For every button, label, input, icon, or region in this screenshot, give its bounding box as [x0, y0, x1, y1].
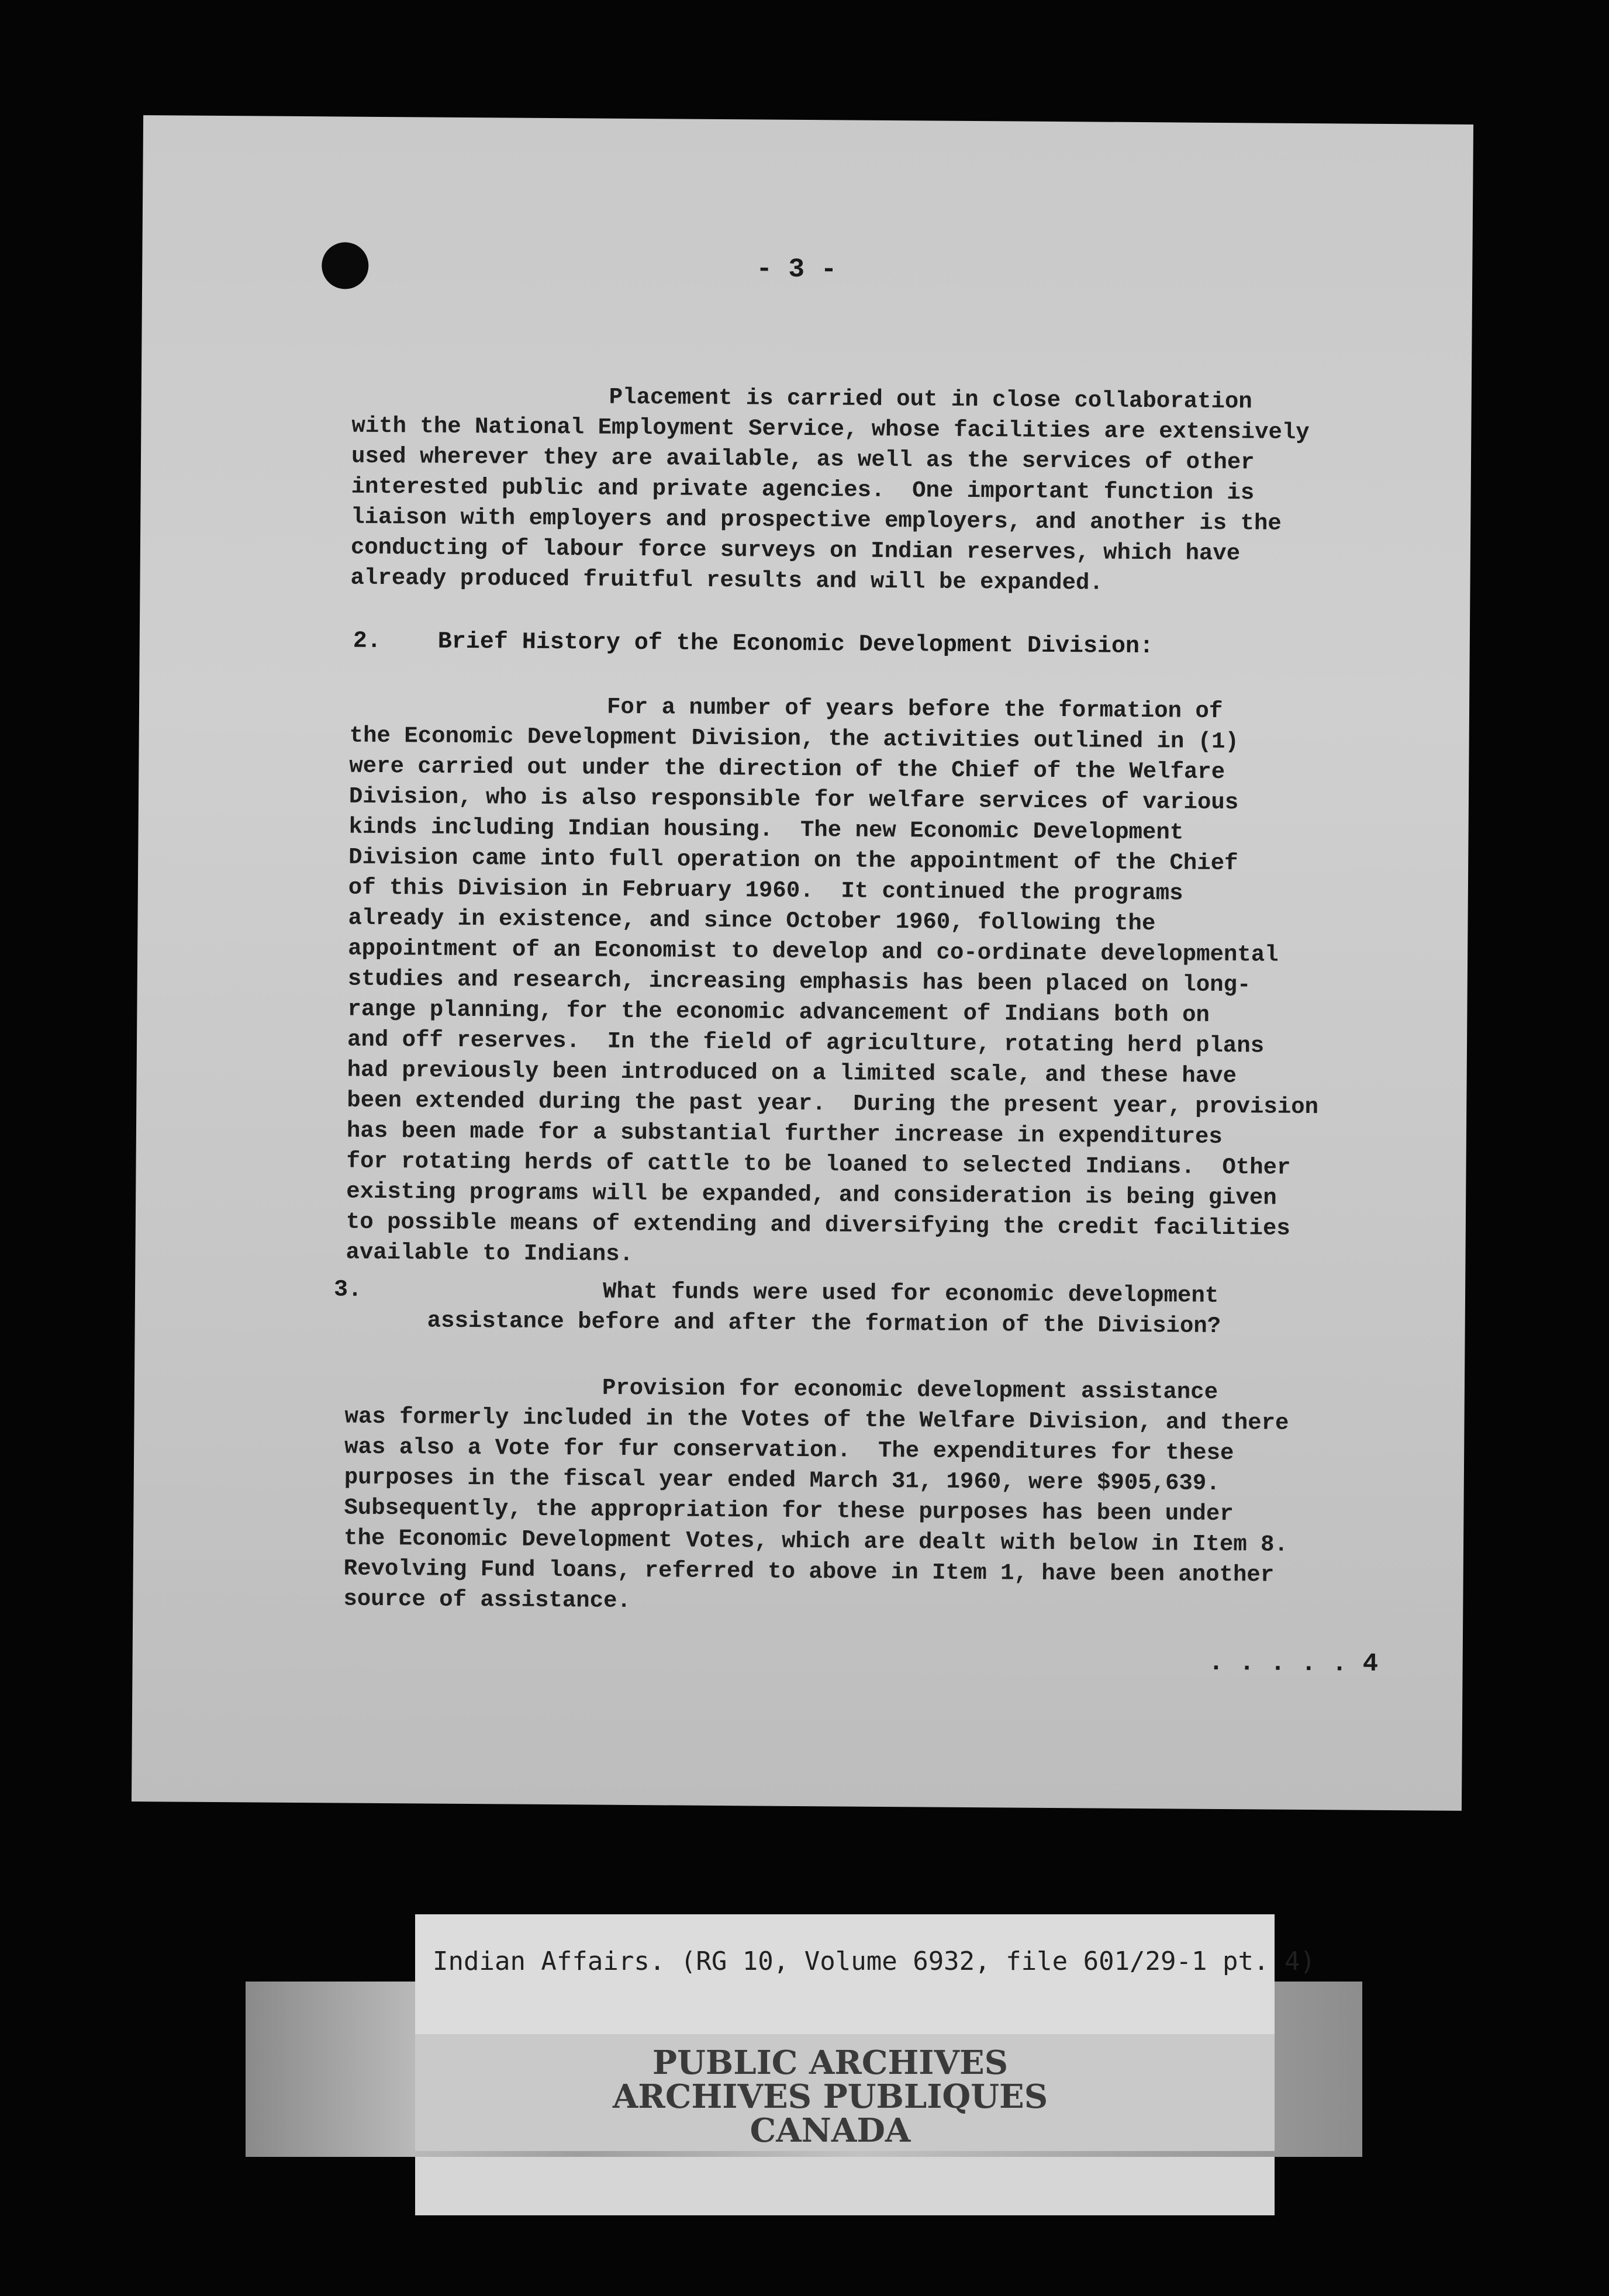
heading-line: assistance before and after the formation of the Division? — [427, 1308, 1221, 1340]
text-line: appointment of an Economist to develop and co-ordinate developmental — [348, 935, 1279, 968]
heading-line: What funds were used for economic development — [602, 1278, 1219, 1309]
text-line: Subsequently, the appropriation for these purposes has been under — [344, 1495, 1234, 1527]
text-line: interested public and private agencies. One important function is — [351, 473, 1255, 506]
bottom-label-strip — [415, 2157, 1275, 2215]
text-line: source of assistance. — [343, 1586, 631, 1614]
text-line: the Economic Development Votes, which are dealt with below in Item 8. — [343, 1525, 1289, 1558]
public-archives-stamp — [608, 2043, 1052, 2150]
paragraph-placement — [350, 383, 1345, 603]
archive-reference-label: Indian Affairs. (RG 10, Volume 6932, file 601/29-1 pt. 4) — [433, 1946, 1315, 1976]
section-3-heading — [427, 1278, 1422, 1346]
text-line: available to Indians. — [346, 1239, 634, 1267]
text-line: had previously been introduced on a limited scale, and these have — [347, 1057, 1237, 1090]
text-line: For a number of years before the formation of — [606, 694, 1223, 725]
page-number: - 3 - — [756, 254, 837, 285]
text-line: of this Division in February 1960. It continued the programs — [348, 874, 1183, 907]
paragraph-funds — [343, 1374, 1339, 1624]
text-line: and off reserves. In the field of agriculture, rotating herd plans — [347, 1026, 1265, 1059]
stamp-line: PUBLIC ARCHIVES — [652, 2043, 1009, 2082]
text-line: liaison with employers and prospective employers, and another is the — [351, 504, 1282, 537]
text-line: been extended during the past year. During the present year, provision — [347, 1087, 1319, 1121]
punch-hole — [322, 242, 369, 289]
text-line: Provision for economic development assistance — [602, 1375, 1218, 1405]
text-line: Division, who is also responsible for welfare services of various — [348, 783, 1239, 816]
text-line: was formerly included in the Votes of the Welfare Division, and there — [344, 1403, 1289, 1436]
text-line: Revolving Fund loans, referred to above in Item 1, have been another — [343, 1555, 1275, 1588]
text-line: was also a Vote for fur conservation. The expenditures for these — [344, 1434, 1234, 1467]
text-line: used wherever they are available, as well as the services of other — [351, 443, 1255, 476]
text-line: the Economic Development Division, the activities outlined in (1) — [349, 722, 1239, 755]
document-page — [132, 115, 1473, 1811]
text-line: has been made for a substantial further increase in expenditures — [346, 1118, 1223, 1150]
text-line: conducting of labour force surveys on Indian reserves, which have — [350, 534, 1241, 567]
text-line: range planning, for the economic advancement of Indians both on — [347, 996, 1210, 1028]
text-line: Placement is carried out in close collaboration — [609, 384, 1252, 415]
text-line: existing programs will be expanded, and consideration is being given — [346, 1178, 1277, 1211]
section-2-heading: Brief History of the Economic Development Division: — [437, 628, 1154, 661]
stamp-line: ARCHIVES PUBLIQUES — [612, 2077, 1048, 2116]
text-line: studies and research, increasing emphasis has been placed on long- — [347, 966, 1251, 998]
section-2-number: 2. — [353, 628, 381, 655]
text-line: already produced fruitful results and will be expanded. — [350, 565, 1103, 596]
section-3-number: 3. — [333, 1277, 362, 1303]
paragraph-history — [346, 693, 1344, 1277]
text-line: Division came into full operation on the appointment of the Chief — [348, 844, 1238, 877]
text-line: purposes in the fiscal year ended March 31, 1960, were $905,639. — [344, 1464, 1220, 1497]
text-line: already in existence, and since October 1960, following the — [348, 905, 1156, 937]
continuation-marker: . . . . . 4 — [1208, 1648, 1379, 1679]
stamp-line: CANADA — [750, 2111, 911, 2150]
text-line: were carried out under the direction of the Chief of the Welfare — [349, 753, 1225, 786]
text-line: to possible means of extending and diversifying the credit facilities — [346, 1209, 1290, 1242]
text-line: with the National Employment Service, whose facilities are extensively — [351, 413, 1310, 446]
text-line: for rotating herds of cattle to be loaned to selected Indians. Other — [346, 1148, 1291, 1181]
text-line: kinds including Indian housing. The new Economic Development — [348, 814, 1184, 846]
